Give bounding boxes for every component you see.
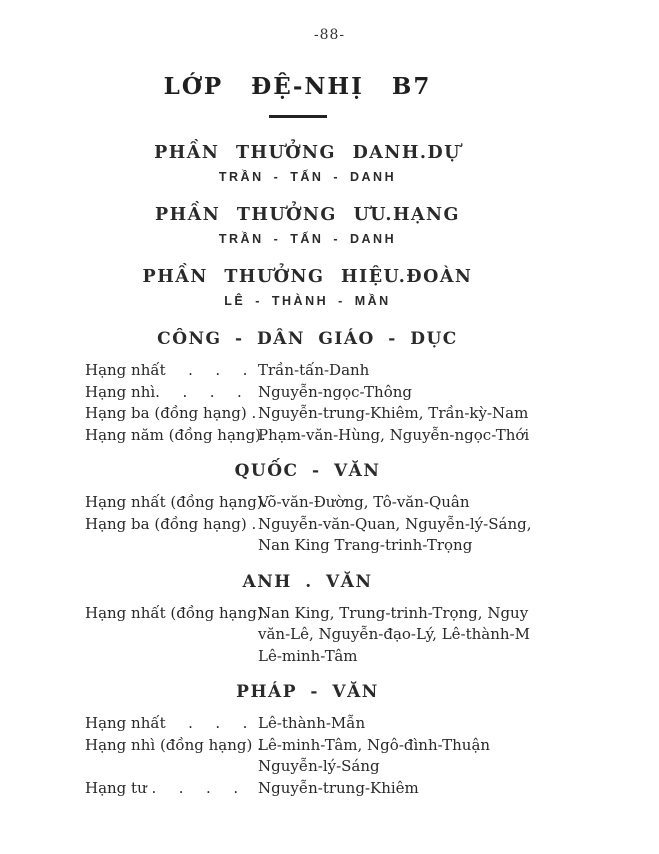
award-recipient-name: LÊ - THÀNH - MẦN bbox=[224, 294, 391, 308]
rank-names bbox=[258, 425, 659, 447]
award-recipient-name: TRẦN - TẤN - DANH bbox=[218, 170, 397, 184]
rank-names bbox=[258, 360, 659, 382]
award-block bbox=[0, 205, 637, 246]
student-name-line: Phạm-văn-Hùng, Nguyễn-ngọc-Thới bbox=[258, 425, 530, 444]
rank-names bbox=[258, 603, 659, 668]
student-name-line: Võ-văn-Đường, Tô-văn-Quân bbox=[258, 493, 470, 511]
subject-heading: CÔNG - DÂN GIÁO - DỤC bbox=[157, 329, 458, 349]
rank-label: Hạng nhất . . . bbox=[85, 714, 248, 732]
student-name-line: văn-Lê, Nguyễn-đạo-Lý, Lê-thành-M bbox=[258, 625, 530, 643]
award-recipient-name: TRẦN - TẤN - DANH bbox=[218, 232, 397, 246]
award-heading: PHẦN THƯỞNG ƯU.HẠNG bbox=[154, 205, 461, 225]
rank-label: Hạng ba (đồng hạng) . bbox=[85, 514, 257, 533]
award-block bbox=[0, 143, 637, 184]
rank-label: Hạng nhì (đồng hạng) . bbox=[85, 735, 262, 754]
subject-section bbox=[0, 682, 659, 799]
subject-rows bbox=[0, 603, 659, 668]
page-number: -88- bbox=[313, 27, 346, 43]
rank-label: Hạng năm (đồng hạng). bbox=[85, 425, 266, 444]
title-divider bbox=[269, 115, 327, 118]
rank-row bbox=[85, 514, 659, 557]
subject-heading: PHÁP - VĂN bbox=[236, 682, 379, 702]
rank-row bbox=[85, 360, 659, 382]
subject-rows bbox=[0, 360, 659, 446]
rank-label: Hạng nhất . . . bbox=[85, 361, 248, 379]
rank-label: Hạng ba (đồng hạng) . bbox=[85, 404, 257, 422]
student-name-line: Nan King, Trung-trinh-Trọng, Nguy bbox=[258, 603, 529, 622]
subjects-section bbox=[0, 329, 659, 799]
rank-row bbox=[85, 603, 659, 668]
awards-section bbox=[0, 143, 659, 308]
award-heading: PHẦN THƯỞNG DANH.DỰ bbox=[154, 143, 461, 163]
subject-rows bbox=[0, 492, 659, 557]
student-name-line: Nguyễn-lý-Sáng bbox=[258, 757, 380, 775]
subject-rows bbox=[0, 713, 659, 799]
student-name-line: Lê-minh-Tâm, Ngô-đình-Thuận bbox=[258, 735, 491, 754]
subject-section bbox=[0, 329, 659, 446]
rank-names bbox=[258, 382, 659, 404]
student-name-line: Nguyễn-văn-Quan, Nguyễn-lý-Sáng, bbox=[258, 514, 532, 533]
rank-row bbox=[85, 425, 659, 447]
rank-label: Hạng nhất (đồng hạng). bbox=[85, 603, 268, 622]
page-title: LỚP ĐỆ-NHỊ B7 bbox=[163, 73, 432, 100]
rank-row bbox=[85, 403, 659, 425]
rank-row bbox=[85, 735, 659, 778]
subject-section bbox=[0, 461, 659, 557]
award-block bbox=[0, 267, 637, 308]
rank-label: Hạng nhì. . . . bbox=[85, 382, 242, 401]
award-heading: PHẦN THƯỞNG HIỆU.ĐOÀN bbox=[142, 267, 473, 287]
rank-row bbox=[85, 778, 659, 800]
rank-row bbox=[85, 492, 659, 514]
rank-names bbox=[258, 778, 659, 800]
rank-names bbox=[258, 735, 659, 778]
rank-label: Hạng nhất (đồng hạng). bbox=[85, 493, 268, 511]
rank-names bbox=[258, 403, 659, 425]
student-name-line: Nguyễn-ngọc-Thông bbox=[258, 382, 413, 401]
student-name-line: Lê-minh-Tâm bbox=[258, 646, 358, 665]
subject-heading: QUỐC - VĂN bbox=[234, 461, 381, 481]
student-name-line: Nan King Trang-trinh-Trọng bbox=[258, 536, 473, 554]
rank-label: Hạng tư . . . . bbox=[85, 778, 239, 797]
subject-section bbox=[0, 572, 659, 668]
student-name-line: Lê-thành-Mẫn bbox=[258, 714, 366, 732]
rank-names bbox=[258, 713, 659, 735]
rank-names bbox=[258, 514, 659, 557]
student-name-line: Trần-tấn-Danh bbox=[258, 361, 370, 379]
rank-row bbox=[85, 382, 659, 404]
subject-heading: ANH . VĂN bbox=[242, 571, 373, 592]
student-name-line: Nguyễn-trung-Khiêm, Trần-kỳ-Nam bbox=[258, 404, 529, 422]
rank-row bbox=[85, 713, 659, 735]
student-name-line: Nguyễn-trung-Khiêm bbox=[258, 778, 419, 797]
rank-names bbox=[258, 492, 659, 514]
